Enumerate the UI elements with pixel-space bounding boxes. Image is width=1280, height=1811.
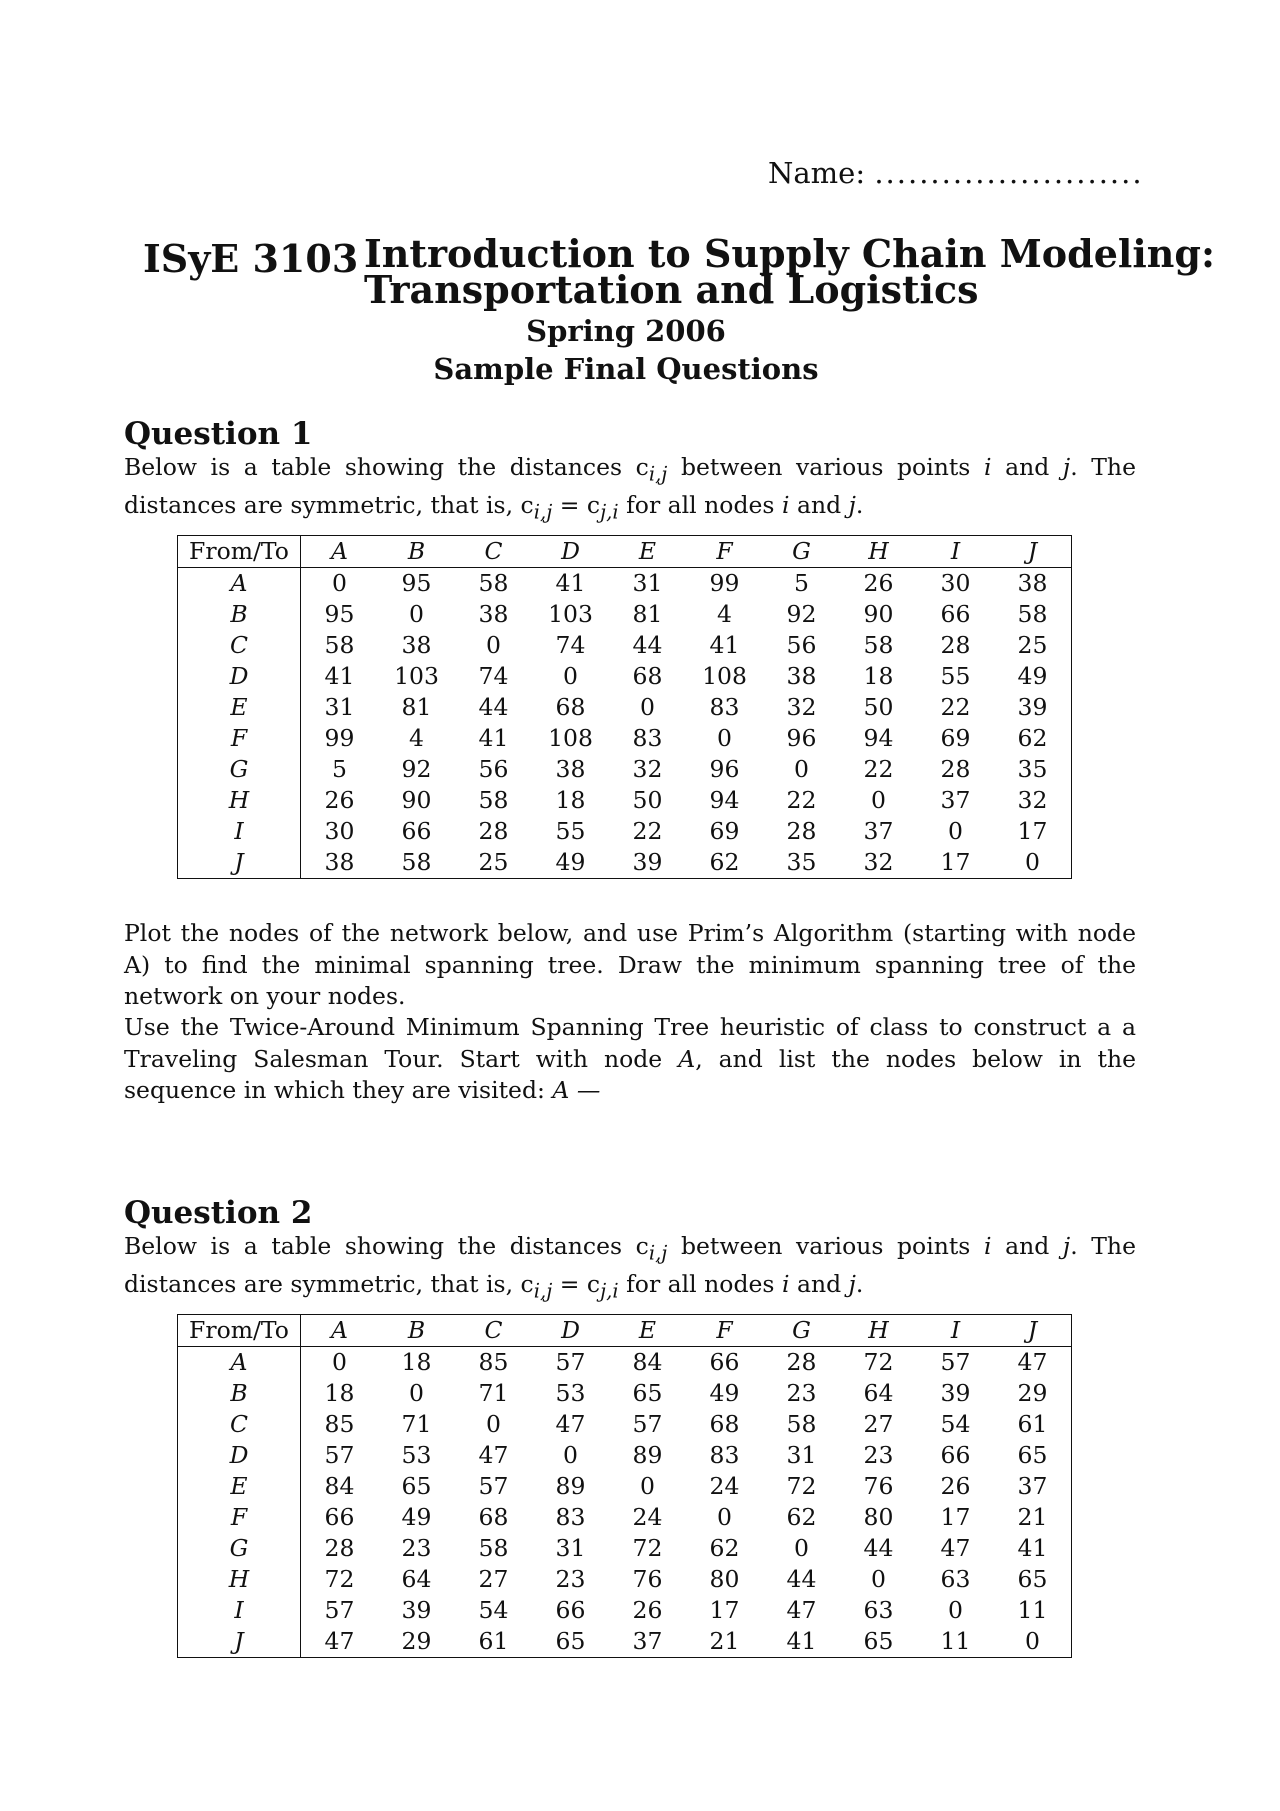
distance-cell: 35 <box>1017 755 1048 783</box>
distance-cell: 74 <box>478 662 509 690</box>
exam-subtitle: Sample Final Questions <box>433 352 819 386</box>
table-row <box>178 1502 1072 1533</box>
distance-cell: 68 <box>632 662 663 690</box>
distance-cell: 83 <box>555 1503 586 1531</box>
distance-cell: 89 <box>632 1441 663 1469</box>
distance-cell: 71 <box>478 1379 509 1407</box>
name-field <box>768 156 1144 190</box>
distance-cell: 85 <box>478 1348 509 1376</box>
distance-cell: 0 <box>948 1596 963 1624</box>
question-1-instructions-2: Use the Twice-Around Minimum Spanning Tree heuristic of class to construct a a Traveling Salesman Tour. Start with node A, and list the nodes below in the sequence in which they are visited: A — <box>124 1013 1136 1104</box>
table-row <box>178 1595 1072 1626</box>
distance-cell: 53 <box>401 1441 432 1469</box>
distance-cell: 17 <box>1017 817 1048 845</box>
distance-cell: 41 <box>478 724 509 752</box>
row-label: A <box>178 568 301 600</box>
column-header: J <box>994 1315 1072 1347</box>
distance-cell: 65 <box>555 1627 586 1655</box>
distance-cell: 32 <box>786 693 817 721</box>
distance-cell: 0 <box>871 786 886 814</box>
distance-cell: 90 <box>863 600 894 628</box>
distance-cell: 57 <box>324 1441 355 1469</box>
distance-cell: 29 <box>401 1627 432 1655</box>
column-header: B <box>378 536 455 568</box>
row-label: H <box>178 1564 301 1595</box>
distance-cell: 44 <box>786 1565 817 1593</box>
distance-cell: 47 <box>940 1534 971 1562</box>
distance-cell: 38 <box>786 662 817 690</box>
distance-cell: 30 <box>940 569 971 597</box>
distance-cell: 49 <box>1017 662 1048 690</box>
distance-cell: 76 <box>632 1565 663 1593</box>
table-row <box>178 847 1072 879</box>
distance-cell: 49 <box>401 1503 432 1531</box>
distance-cell: 49 <box>555 848 586 876</box>
row-label: B <box>178 599 301 630</box>
distance-cell: 38 <box>1017 569 1048 597</box>
column-header: J <box>994 536 1072 568</box>
distance-cell: 92 <box>786 600 817 628</box>
distance-cell: 72 <box>632 1534 663 1562</box>
table-corner-label: From/To <box>178 536 301 568</box>
distance-cell: 28 <box>786 817 817 845</box>
table-row <box>178 630 1072 661</box>
distance-cell: 84 <box>324 1472 355 1500</box>
distance-cell: 5 <box>794 569 809 597</box>
distance-cell: 64 <box>401 1565 432 1593</box>
distance-cell: 96 <box>786 724 817 752</box>
column-header: G <box>763 536 840 568</box>
distance-cell: 108 <box>548 724 593 752</box>
distance-cell: 65 <box>863 1627 894 1655</box>
distance-cell: 31 <box>786 1441 817 1469</box>
row-label: F <box>178 1502 301 1533</box>
distance-cell: 65 <box>1017 1565 1048 1593</box>
distance-cell: 41 <box>555 569 586 597</box>
distance-cell: 41 <box>1017 1534 1048 1562</box>
distance-cell: 58 <box>786 1410 817 1438</box>
distance-cell: 57 <box>632 1410 663 1438</box>
distance-cell: 55 <box>555 817 586 845</box>
distance-cell: 39 <box>940 1379 971 1407</box>
distance-cell: 63 <box>863 1596 894 1624</box>
distance-cell: 26 <box>324 786 355 814</box>
distance-cell: 50 <box>863 693 894 721</box>
table-row <box>178 1409 1072 1440</box>
distance-cell: 72 <box>324 1565 355 1593</box>
table-row <box>178 754 1072 785</box>
course-title-line1: Introduction to Supply Chain Modeling: <box>364 231 1215 276</box>
row-label: D <box>178 1440 301 1471</box>
distance-cell: 62 <box>1017 724 1048 752</box>
distance-cell: 83 <box>709 1441 740 1469</box>
distance-cell: 37 <box>940 786 971 814</box>
distance-cell: 103 <box>548 600 593 628</box>
distance-cell: 32 <box>1017 786 1048 814</box>
column-header: E <box>609 536 686 568</box>
distance-cell: 0 <box>486 631 501 659</box>
distance-cell: 39 <box>1017 693 1048 721</box>
distance-cell: 65 <box>632 1379 663 1407</box>
distance-cell: 32 <box>863 848 894 876</box>
term: Spring 2006 <box>526 314 726 348</box>
table-row <box>178 1378 1072 1409</box>
distance-cell: 94 <box>863 724 894 752</box>
question-2-intro: Below is a table showing the distances $c_{i,j}$ between various points i and j. The distances are symmetric, that is, $c_{i,j} = c_{j,i}$ for all nodes i and j. <box>124 1232 1136 1303</box>
column-header: H <box>840 1315 917 1347</box>
distance-cell: 0 <box>794 755 809 783</box>
distance-cell: 57 <box>478 1472 509 1500</box>
distance-cell: 57 <box>324 1596 355 1624</box>
distance-cell: 21 <box>1017 1503 1048 1531</box>
distance-cell: 38 <box>555 755 586 783</box>
question-1-instructions-1: Plot the nodes of the network below, and use Prim’s Algorithm (starting with node A) to find the minimal spanning tree. Draw the minimum spanning tree of the network on your nodes. <box>124 919 1136 1010</box>
distance-cell: 0 <box>640 693 655 721</box>
distance-cell: 4 <box>717 600 732 628</box>
distance-cell: 11 <box>940 1627 971 1655</box>
row-label: D <box>178 661 301 692</box>
distance-cell: 0 <box>486 1410 501 1438</box>
distance-cell: 57 <box>940 1348 971 1376</box>
column-header: C <box>455 1315 532 1347</box>
distance-cell: 26 <box>940 1472 971 1500</box>
distance-cell: 63 <box>940 1565 971 1593</box>
column-header: H <box>840 536 917 568</box>
distance-cell: 38 <box>478 600 509 628</box>
distance-cell: 17 <box>940 1503 971 1531</box>
distance-cell: 95 <box>401 569 432 597</box>
distance-cell: 47 <box>555 1410 586 1438</box>
distance-cell: 80 <box>863 1503 894 1531</box>
distance-cell: 0 <box>563 1441 578 1469</box>
distance-cell: 65 <box>1017 1441 1048 1469</box>
distance-cell: 64 <box>863 1379 894 1407</box>
row-label: I <box>178 816 301 847</box>
distance-cell: 56 <box>786 631 817 659</box>
row-label: J <box>178 1626 301 1658</box>
distance-cell: 62 <box>709 848 740 876</box>
distance-cell: 23 <box>401 1534 432 1562</box>
distance-cell: 41 <box>709 631 740 659</box>
course-title-line2: Transportation and Logistics <box>364 267 979 312</box>
distance-cell: 47 <box>786 1596 817 1624</box>
distance-cell: 30 <box>324 817 355 845</box>
column-header: D <box>532 536 609 568</box>
distance-cell: 31 <box>555 1534 586 1562</box>
distance-cell: 0 <box>409 1379 424 1407</box>
distance-cell: 99 <box>709 569 740 597</box>
distance-cell: 80 <box>709 1565 740 1593</box>
course-code: ISyE 3103 <box>143 236 359 281</box>
row-label: F <box>178 723 301 754</box>
distance-cell: 28 <box>940 631 971 659</box>
distance-cell: 58 <box>324 631 355 659</box>
question-1-heading: Question 1 <box>124 416 313 452</box>
name-label: Name: <box>768 156 866 190</box>
row-label: H <box>178 785 301 816</box>
column-header: C <box>455 536 532 568</box>
distance-cell: 58 <box>478 786 509 814</box>
distance-cell: 29 <box>1017 1379 1048 1407</box>
distance-cell: 0 <box>1025 1627 1040 1655</box>
distance-cell: 31 <box>324 693 355 721</box>
distance-cell: 0 <box>717 1503 732 1531</box>
distance-cell: 68 <box>709 1410 740 1438</box>
distance-cell: 0 <box>409 600 424 628</box>
distance-cell: 47 <box>324 1627 355 1655</box>
distance-cell: 22 <box>863 755 894 783</box>
row-label: A <box>178 1347 301 1379</box>
distance-cell: 23 <box>786 1379 817 1407</box>
distance-cell: 28 <box>478 817 509 845</box>
column-header: I <box>917 536 994 568</box>
row-label: I <box>178 1595 301 1626</box>
distance-cell: 28 <box>324 1534 355 1562</box>
tour-start: A — <box>552 1076 601 1104</box>
distance-cell: 0 <box>640 1472 655 1500</box>
table-row <box>178 785 1072 816</box>
distance-cell: 23 <box>863 1441 894 1469</box>
distance-cell: 81 <box>401 693 432 721</box>
distance-cell: 89 <box>555 1472 586 1500</box>
distance-cell: 56 <box>478 755 509 783</box>
table-row <box>178 599 1072 630</box>
distance-cell: 58 <box>1017 600 1048 628</box>
distance-cell: 44 <box>632 631 663 659</box>
distance-cell: 26 <box>632 1596 663 1624</box>
distance-cell: 0 <box>794 1534 809 1562</box>
distance-cell: 39 <box>632 848 663 876</box>
distance-cell: 57 <box>555 1348 586 1376</box>
distance-cell: 0 <box>332 1348 347 1376</box>
distance-cell: 5 <box>332 755 347 783</box>
distance-cell: 27 <box>478 1565 509 1593</box>
distance-cell: 54 <box>940 1410 971 1438</box>
distance-cell: 62 <box>786 1503 817 1531</box>
table-corner-label: From/To <box>178 1315 301 1347</box>
distance-cell: 99 <box>324 724 355 752</box>
course-title <box>364 231 1215 312</box>
distance-cell: 0 <box>332 569 347 597</box>
table-row <box>178 1440 1072 1471</box>
row-label: B <box>178 1378 301 1409</box>
distance-cell: 35 <box>786 848 817 876</box>
distance-cell: 65 <box>401 1472 432 1500</box>
distance-cell: 25 <box>478 848 509 876</box>
distance-cell: 83 <box>632 724 663 752</box>
question-2-heading: Question 2 <box>124 1195 313 1231</box>
table-row <box>178 1347 1072 1379</box>
distance-cell: 17 <box>940 848 971 876</box>
table-row <box>178 692 1072 723</box>
distance-cell: 55 <box>940 662 971 690</box>
distance-cell: 66 <box>940 1441 971 1469</box>
distance-cell: 21 <box>709 1627 740 1655</box>
table-row <box>178 1564 1072 1595</box>
distance-cell: 71 <box>401 1410 432 1438</box>
distance-cell: 44 <box>863 1534 894 1562</box>
distance-cell: 72 <box>786 1472 817 1500</box>
distance-cell: 0 <box>871 1565 886 1593</box>
distance-cell: 37 <box>1017 1472 1048 1500</box>
distance-cell: 23 <box>555 1565 586 1593</box>
distance-cell: 41 <box>324 662 355 690</box>
distance-cell: 58 <box>401 848 432 876</box>
distance-cell: 76 <box>863 1472 894 1500</box>
distance-cell: 58 <box>863 631 894 659</box>
distance-cell: 50 <box>632 786 663 814</box>
distance-cell: 0 <box>1025 848 1040 876</box>
distance-cell: 18 <box>863 662 894 690</box>
column-header: G <box>763 1315 840 1347</box>
distance-cell: 18 <box>401 1348 432 1376</box>
distance-cell: 11 <box>1017 1596 1048 1624</box>
distance-cell: 38 <box>401 631 432 659</box>
distance-cell: 61 <box>1017 1410 1048 1438</box>
distance-cell: 47 <box>1017 1348 1048 1376</box>
column-header: D <box>532 1315 609 1347</box>
distance-cell: 27 <box>863 1410 894 1438</box>
column-header: F <box>686 536 763 568</box>
row-label: E <box>178 1471 301 1502</box>
distance-cell: 53 <box>555 1379 586 1407</box>
distance-cell: 0 <box>948 817 963 845</box>
column-header: F <box>686 1315 763 1347</box>
distance-cell: 94 <box>709 786 740 814</box>
distance-cell: 58 <box>478 1534 509 1562</box>
distance-cell: 108 <box>702 662 747 690</box>
distance-cell: 66 <box>709 1348 740 1376</box>
question-1-intro: Below is a table showing the distances $c_{i,j}$ between various points i and j. The distances are symmetric, that is, $c_{i,j} = c_{j,i}$ for all nodes i and j. <box>124 453 1136 524</box>
distance-cell: 24 <box>709 1472 740 1500</box>
distance-cell: 58 <box>478 569 509 597</box>
distance-cell: 74 <box>555 631 586 659</box>
distance-cell: 66 <box>555 1596 586 1624</box>
column-header: E <box>609 1315 686 1347</box>
distance-cell: 39 <box>401 1596 432 1624</box>
distance-cell: 66 <box>940 600 971 628</box>
question-2-distance-table <box>177 1314 1072 1658</box>
column-header: A <box>301 1315 379 1347</box>
distance-cell: 18 <box>324 1379 355 1407</box>
name-blank: ........................ <box>874 156 1144 190</box>
column-header: A <box>301 536 379 568</box>
distance-cell: 68 <box>478 1503 509 1531</box>
distance-cell: 84 <box>632 1348 663 1376</box>
distance-cell: 4 <box>409 724 424 752</box>
distance-cell: 25 <box>1017 631 1048 659</box>
distance-cell: 96 <box>709 755 740 783</box>
table-row <box>178 723 1072 754</box>
row-label: J <box>178 847 301 879</box>
distance-cell: 0 <box>717 724 732 752</box>
column-header: I <box>917 1315 994 1347</box>
row-label: C <box>178 1409 301 1440</box>
table-row <box>178 568 1072 600</box>
distance-cell: 0 <box>563 662 578 690</box>
distance-cell: 22 <box>632 817 663 845</box>
row-label: E <box>178 692 301 723</box>
distance-cell: 95 <box>324 600 355 628</box>
distance-cell: 90 <box>401 786 432 814</box>
distance-cell: 69 <box>940 724 971 752</box>
distance-cell: 41 <box>786 1627 817 1655</box>
distance-cell: 37 <box>632 1627 663 1655</box>
distance-cell: 22 <box>786 786 817 814</box>
distance-cell: 62 <box>709 1534 740 1562</box>
distance-cell: 17 <box>709 1596 740 1624</box>
distance-cell: 26 <box>863 569 894 597</box>
distance-cell: 28 <box>786 1348 817 1376</box>
distance-cell: 66 <box>324 1503 355 1531</box>
distance-cell: 81 <box>632 600 663 628</box>
distance-cell: 32 <box>632 755 663 783</box>
distance-cell: 66 <box>401 817 432 845</box>
distance-cell: 24 <box>632 1503 663 1531</box>
row-label: G <box>178 754 301 785</box>
question-1-distance-table <box>177 535 1072 879</box>
row-label: G <box>178 1533 301 1564</box>
distance-cell: 44 <box>478 693 509 721</box>
table-row <box>178 816 1072 847</box>
distance-cell: 68 <box>555 693 586 721</box>
distance-cell: 69 <box>709 817 740 845</box>
distance-cell: 37 <box>863 817 894 845</box>
distance-cell: 61 <box>478 1627 509 1655</box>
distance-cell: 85 <box>324 1410 355 1438</box>
distance-cell: 18 <box>555 786 586 814</box>
distance-cell: 49 <box>709 1379 740 1407</box>
distance-cell: 22 <box>940 693 971 721</box>
distance-cell: 103 <box>394 662 439 690</box>
table-row <box>178 1533 1072 1564</box>
distance-cell: 47 <box>478 1441 509 1469</box>
distance-cell: 38 <box>324 848 355 876</box>
distance-cell: 31 <box>632 569 663 597</box>
distance-cell: 83 <box>709 693 740 721</box>
distance-cell: 28 <box>940 755 971 783</box>
table-row <box>178 661 1072 692</box>
column-header: B <box>378 1315 455 1347</box>
table-row <box>178 1626 1072 1658</box>
table-row <box>178 1471 1072 1502</box>
row-label: C <box>178 630 301 661</box>
distance-cell: 54 <box>478 1596 509 1624</box>
distance-cell: 72 <box>863 1348 894 1376</box>
distance-cell: 92 <box>401 755 432 783</box>
